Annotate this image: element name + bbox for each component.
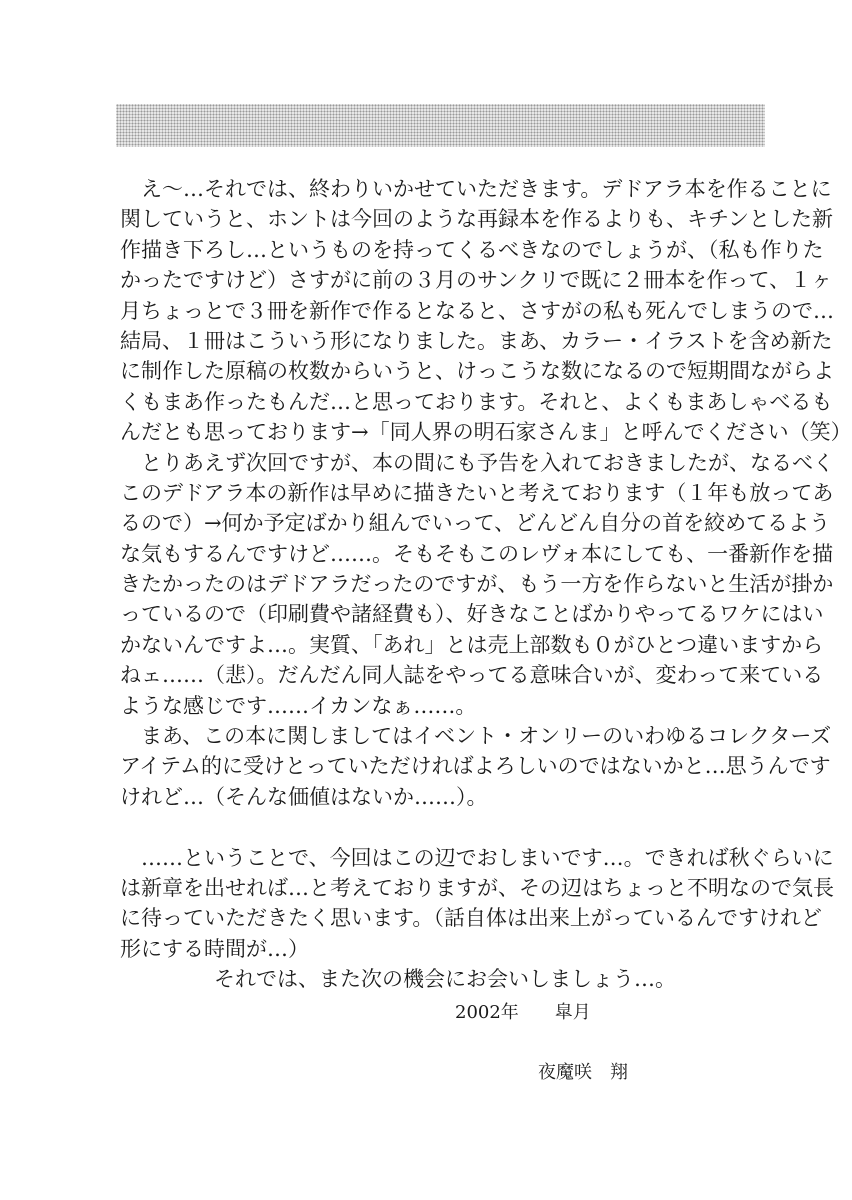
- text-line: アイテム的に受けとっていただければよろしいのではないかと…思うんです: [120, 754, 831, 779]
- afterword-body: [120, 174, 852, 995]
- text-line: 関していうと、ホントは今回のような再録本を作るよりも、キチンとした新: [120, 207, 833, 232]
- text-line: とりあえず次回ですが、本の間にも予告を入れておきましたが、なるべく: [120, 450, 834, 475]
- text-line: に制作した原稿の枚数からいうと、けっこうな数になるので短期間ながらよ: [120, 359, 834, 384]
- dotted-header-band: [116, 104, 765, 147]
- text-line: きたかったのはデドアラだったのですが、もう一方を作らないと生活が掛か: [120, 572, 834, 597]
- text-line: るので）→何か予定ばかり組んでいって、どんどん自分の首を絞めてるよう: [120, 511, 831, 536]
- text-line: に待っていただきたく思います。（話自体は出来上がっているんですけれど: [120, 906, 822, 931]
- text-line: な気もするんですけど……。そもそもこのレヴォ本にしても、一番新作を描: [120, 541, 834, 566]
- text-line: 作描き下ろし…というものを持ってくるべきなのでしょうが、（私も作りた: [120, 237, 824, 262]
- text-line: かないんですよ…。実質、「あれ」とは売上部数も０がひとつ違いますから: [120, 632, 824, 657]
- text-line: ような感じです……イカンなぁ……。: [120, 693, 477, 718]
- text-line: え～…それでは、終わりいかせていただきます。デドアラ本を作ることに: [120, 177, 832, 201]
- text-line: けれど…（そんな価値はないか……）。: [120, 784, 488, 809]
- text-line: まあ、この本に関しましてはイベント・オンリーのいわゆるコレクターズ: [120, 724, 832, 749]
- text-line: 結局、１冊はこういう形になりました。まあ、カラー・イラストを含め新た: [120, 328, 833, 353]
- text-line: 月ちょっとで３冊を新作で作るとなると、さすがの私も死んでしまうので…: [120, 298, 834, 323]
- date-line: 2002年 皐月: [455, 1002, 591, 1023]
- closing-line: それでは、また次の機会にお会いしましょう…。: [214, 967, 676, 992]
- text-line: っているので（印刷費や諸経費も）、好きなことばかりやってるワケにはい: [120, 602, 824, 627]
- text-line: ねェ……（悲）。だんだん同人誌をやってる意味合いが、変わって来ている: [120, 663, 824, 688]
- text-line: んだとも思っております→「同人界の明石家さんま」と呼んでください（笑）: [120, 420, 852, 445]
- text-line: かったですけど）さすがに前の３月のサンクリで既に２冊本を作って、１ヶ: [120, 268, 833, 293]
- text-line: ……ということで、今回はこの辺でおしまいです…。できれば秋ぐらいに: [120, 845, 834, 870]
- text-line: 形にする時間が…）: [120, 936, 309, 961]
- text-line: くもまあ作ったもんだ…と思っております。それと、よくもまあしゃべるも: [120, 389, 833, 414]
- text-line: は新章を出せれば…と考えておりますが、その辺はちょっと不明なので気長: [120, 875, 834, 900]
- author-signature: 夜魔咲 翔: [538, 1062, 628, 1083]
- paragraph-gap: [120, 812, 770, 842]
- text-line: このデドアラ本の新作は早めに描きたいと考えております（１年も放ってあ: [120, 480, 834, 505]
